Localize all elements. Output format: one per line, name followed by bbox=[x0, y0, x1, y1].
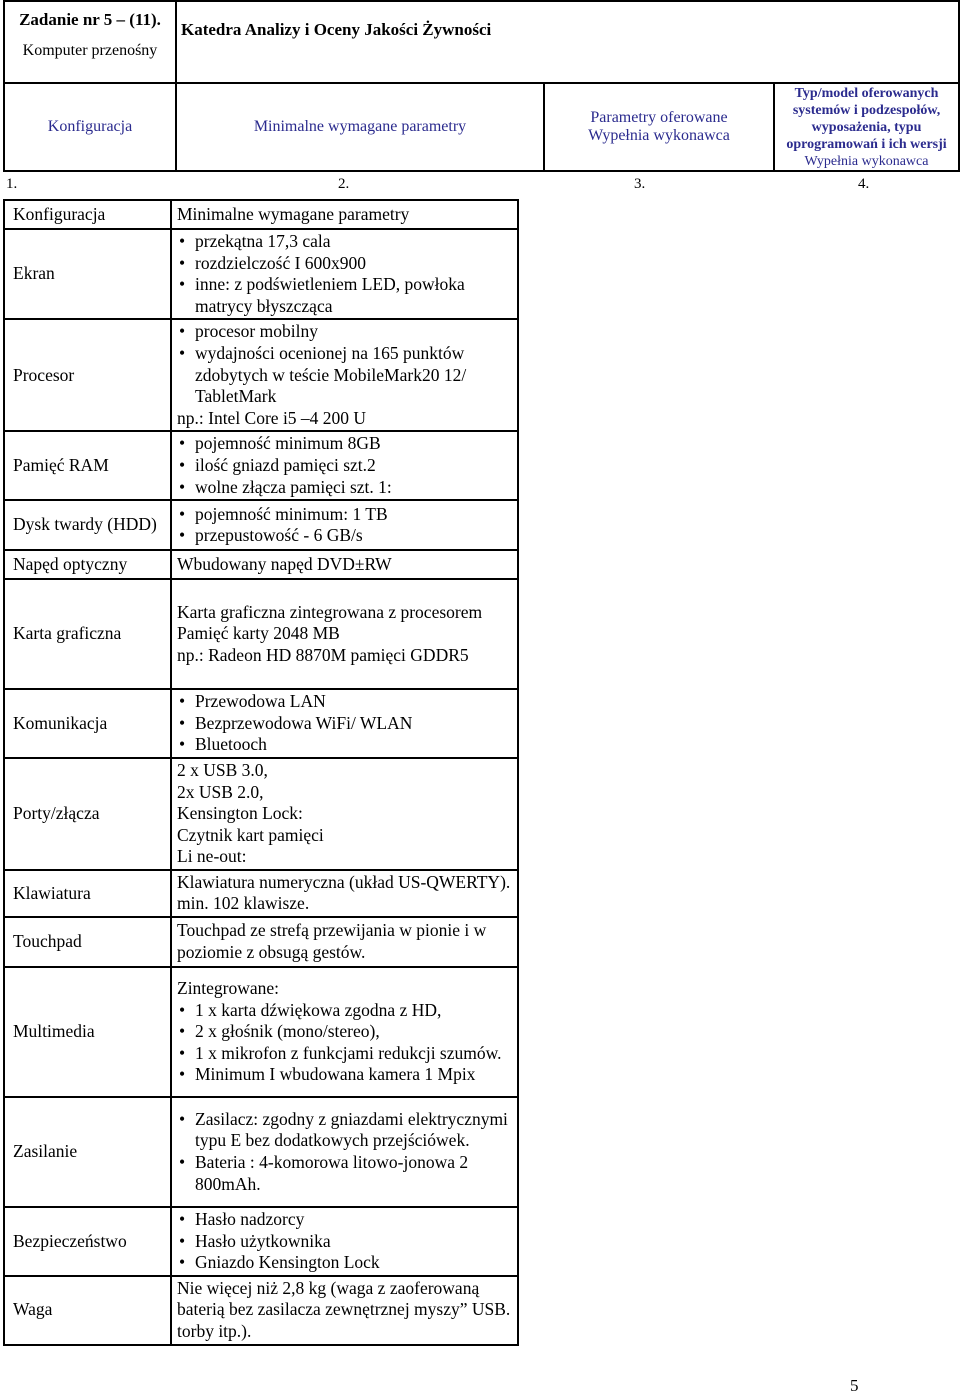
spec-bullet-item: • 2 x głośnik (mono/stereo), bbox=[177, 1021, 513, 1043]
spec-value bbox=[171, 870, 518, 917]
spec-label: Multimedia bbox=[4, 967, 171, 1097]
spec-row bbox=[4, 689, 518, 758]
model-label: Typ/model oferowanych systemów i podzespołów, wyposażenia, typu oprogramowań i ich wersji bbox=[786, 85, 947, 152]
spec-bullet-item: • 1 x mikrofon z funkcjami redukcji szumów. bbox=[177, 1043, 513, 1065]
spec-bullet-item: • Hasło użytkownika bbox=[177, 1231, 513, 1253]
spec-text-line: Kensington Lock: bbox=[177, 803, 303, 824]
column-number: 4. bbox=[858, 176, 870, 192]
spec-bullet-item: • Hasło nadzorcy bbox=[177, 1209, 513, 1231]
spec-label: Pamięć RAM bbox=[4, 431, 171, 500]
header-col-min-params: Minimalne wymagane parametry bbox=[176, 83, 544, 171]
department-name: Katedra Analizy i Oceny Jakości Żywności bbox=[181, 20, 492, 39]
spec-bullet-item: • Minimum I wbudowana kamera 1 Mpix bbox=[177, 1064, 513, 1086]
spec-bullet-item: • Bateria : 4-komorowa litowo-jonowa 2 800mAh. bbox=[177, 1152, 513, 1195]
spec-bullet-item: • przekątna 17,3 cala bbox=[177, 231, 513, 253]
spec-value bbox=[171, 229, 518, 319]
spec-row bbox=[4, 967, 518, 1097]
header-table bbox=[3, 0, 960, 172]
spec-value bbox=[171, 1276, 518, 1345]
header-col-configuration: Konfiguracja bbox=[4, 83, 176, 171]
column-number: 2. bbox=[338, 176, 350, 192]
product-name: Komputer przenośny bbox=[22, 42, 158, 59]
spec-row bbox=[4, 319, 518, 431]
spec-label: Dysk twardy (HDD) bbox=[4, 500, 171, 550]
spec-value bbox=[171, 431, 518, 500]
spec-bullet-item: • Gniazdo Kensington Lock bbox=[177, 1252, 513, 1274]
spec-bullet-item: • wolne złącza pamięci szt. 1: bbox=[177, 477, 513, 499]
column-number: 1. bbox=[6, 176, 18, 192]
spec-label: Porty/złącza bbox=[4, 758, 171, 870]
spec-row bbox=[4, 1207, 518, 1276]
spec-value bbox=[171, 917, 518, 967]
spec-row bbox=[4, 1276, 518, 1345]
spec-bullet-item: • ilość gniazd pamięci szt.2 bbox=[177, 455, 513, 477]
spec-label: Bezpieczeństwo bbox=[4, 1207, 171, 1276]
spec-value bbox=[171, 1097, 518, 1207]
spec-table bbox=[3, 199, 519, 1346]
spec-bullet-item: • pojemność minimum 8GB bbox=[177, 433, 513, 455]
spec-text-line: Touchpad ze strefą przewijania w pionie i w poziomie z obsugą gestów. bbox=[177, 920, 487, 963]
spec-text-line: Czytnik kart pamięci bbox=[177, 824, 324, 845]
spec-bullet-item: • Zasilacz: zgodny z gniazdami elektrycznymi typu E bez dodatkowych przejściówek. bbox=[177, 1109, 513, 1152]
spec-label: Klawiatura bbox=[4, 870, 171, 917]
spec-text-line: Li ne-out: bbox=[177, 846, 247, 867]
spec-bullet-item: • wydajności ocenionej na 165 punktów zdobytych w teście MobileMark20 12/ TabletMark bbox=[177, 343, 513, 408]
spec-row bbox=[4, 431, 518, 500]
spec-bullet-item: • przepustowość - 6 GB/s bbox=[177, 525, 513, 547]
header-col-offered bbox=[544, 83, 774, 171]
spec-bullet-item: • 1 x karta dźwiękowa zgodna z HD, bbox=[177, 1000, 513, 1022]
spec-head-label: Konfiguracja bbox=[4, 200, 171, 229]
spec-value bbox=[171, 550, 518, 579]
spec-text-line: np.: Intel Core i5 –4 200 U bbox=[177, 407, 367, 428]
spec-bullet-item: • Bluetooch bbox=[177, 734, 513, 756]
spec-text-line: Zintegrowane: bbox=[177, 978, 280, 999]
spec-text-line: np.: Radeon HD 8870M pamięci GDDR5 bbox=[177, 644, 469, 665]
spec-bullet-item: • inne: z podświetleniem LED, powłoka matrycy błyszcząca bbox=[177, 274, 513, 317]
spec-value bbox=[171, 967, 518, 1097]
spec-text-line: Wbudowany napęd DVD±RW bbox=[177, 553, 392, 574]
spec-value bbox=[171, 1207, 518, 1276]
spec-row bbox=[4, 917, 518, 967]
spec-text-line: 2x USB 2.0, bbox=[177, 781, 264, 802]
spec-label: Napęd optyczny bbox=[4, 550, 171, 579]
spec-label: Waga bbox=[4, 1276, 171, 1345]
page-number: 5 bbox=[850, 1376, 859, 1395]
department-cell bbox=[176, 1, 959, 83]
spec-row bbox=[4, 229, 518, 319]
spec-label: Procesor bbox=[4, 319, 171, 431]
spec-text-line: Karta graficzna zintegrowana z procesorem bbox=[177, 601, 483, 622]
spec-text-line: Klawiatura numeryczna (układ US-QWERTY). min. 102 klawisze. bbox=[177, 871, 511, 914]
spec-bullet-item: • Bezprzewodowa WiFi/ WLAN bbox=[177, 713, 513, 735]
task-title: Zadanie nr 5 – (11). bbox=[19, 10, 161, 29]
spec-value bbox=[171, 319, 518, 431]
spec-row bbox=[4, 500, 518, 550]
model-note: Wypełnia wykonawca bbox=[804, 153, 929, 169]
spec-head-value: Minimalne wymagane parametry bbox=[171, 200, 518, 229]
spec-bullet-item: • pojemność minimum: 1 TB bbox=[177, 504, 513, 526]
spec-value bbox=[171, 579, 518, 689]
header-col-model bbox=[774, 83, 959, 171]
column-number: 3. bbox=[634, 176, 646, 192]
spec-label: Touchpad bbox=[4, 917, 171, 967]
spec-bullet-item: • Przewodowa LAN bbox=[177, 691, 513, 713]
spec-text-line: Nie więcej niż 2,8 kg (waga z zaoferowaną baterią bez zasilacza zewnętrznej myszy” USB. torby itp.). bbox=[177, 1277, 511, 1342]
spec-row bbox=[4, 758, 518, 870]
spec-label: Zasilanie bbox=[4, 1097, 171, 1207]
spec-row bbox=[4, 550, 518, 579]
task-cell bbox=[4, 1, 176, 83]
spec-value bbox=[171, 689, 518, 758]
offered-note: Wypełnia wykonawca bbox=[588, 127, 730, 144]
spec-text-line: 2 x USB 3.0, bbox=[177, 759, 268, 780]
spec-row bbox=[4, 1097, 518, 1207]
spec-row bbox=[4, 579, 518, 689]
spec-row bbox=[4, 870, 518, 917]
spec-bullet-item: • rozdzielczość I 600x900 bbox=[177, 253, 513, 275]
column-numbers bbox=[0, 176, 960, 194]
spec-value bbox=[171, 500, 518, 550]
spec-label: Komunikacja bbox=[4, 689, 171, 758]
spec-label: Karta graficzna bbox=[4, 579, 171, 689]
spec-bullet-item: • procesor mobilny bbox=[177, 321, 513, 343]
spec-text-line: Pamięć karty 2048 MB bbox=[177, 623, 340, 644]
spec-value bbox=[171, 758, 518, 870]
offered-label: Parametry oferowane bbox=[590, 109, 728, 126]
spec-label: Ekran bbox=[4, 229, 171, 319]
